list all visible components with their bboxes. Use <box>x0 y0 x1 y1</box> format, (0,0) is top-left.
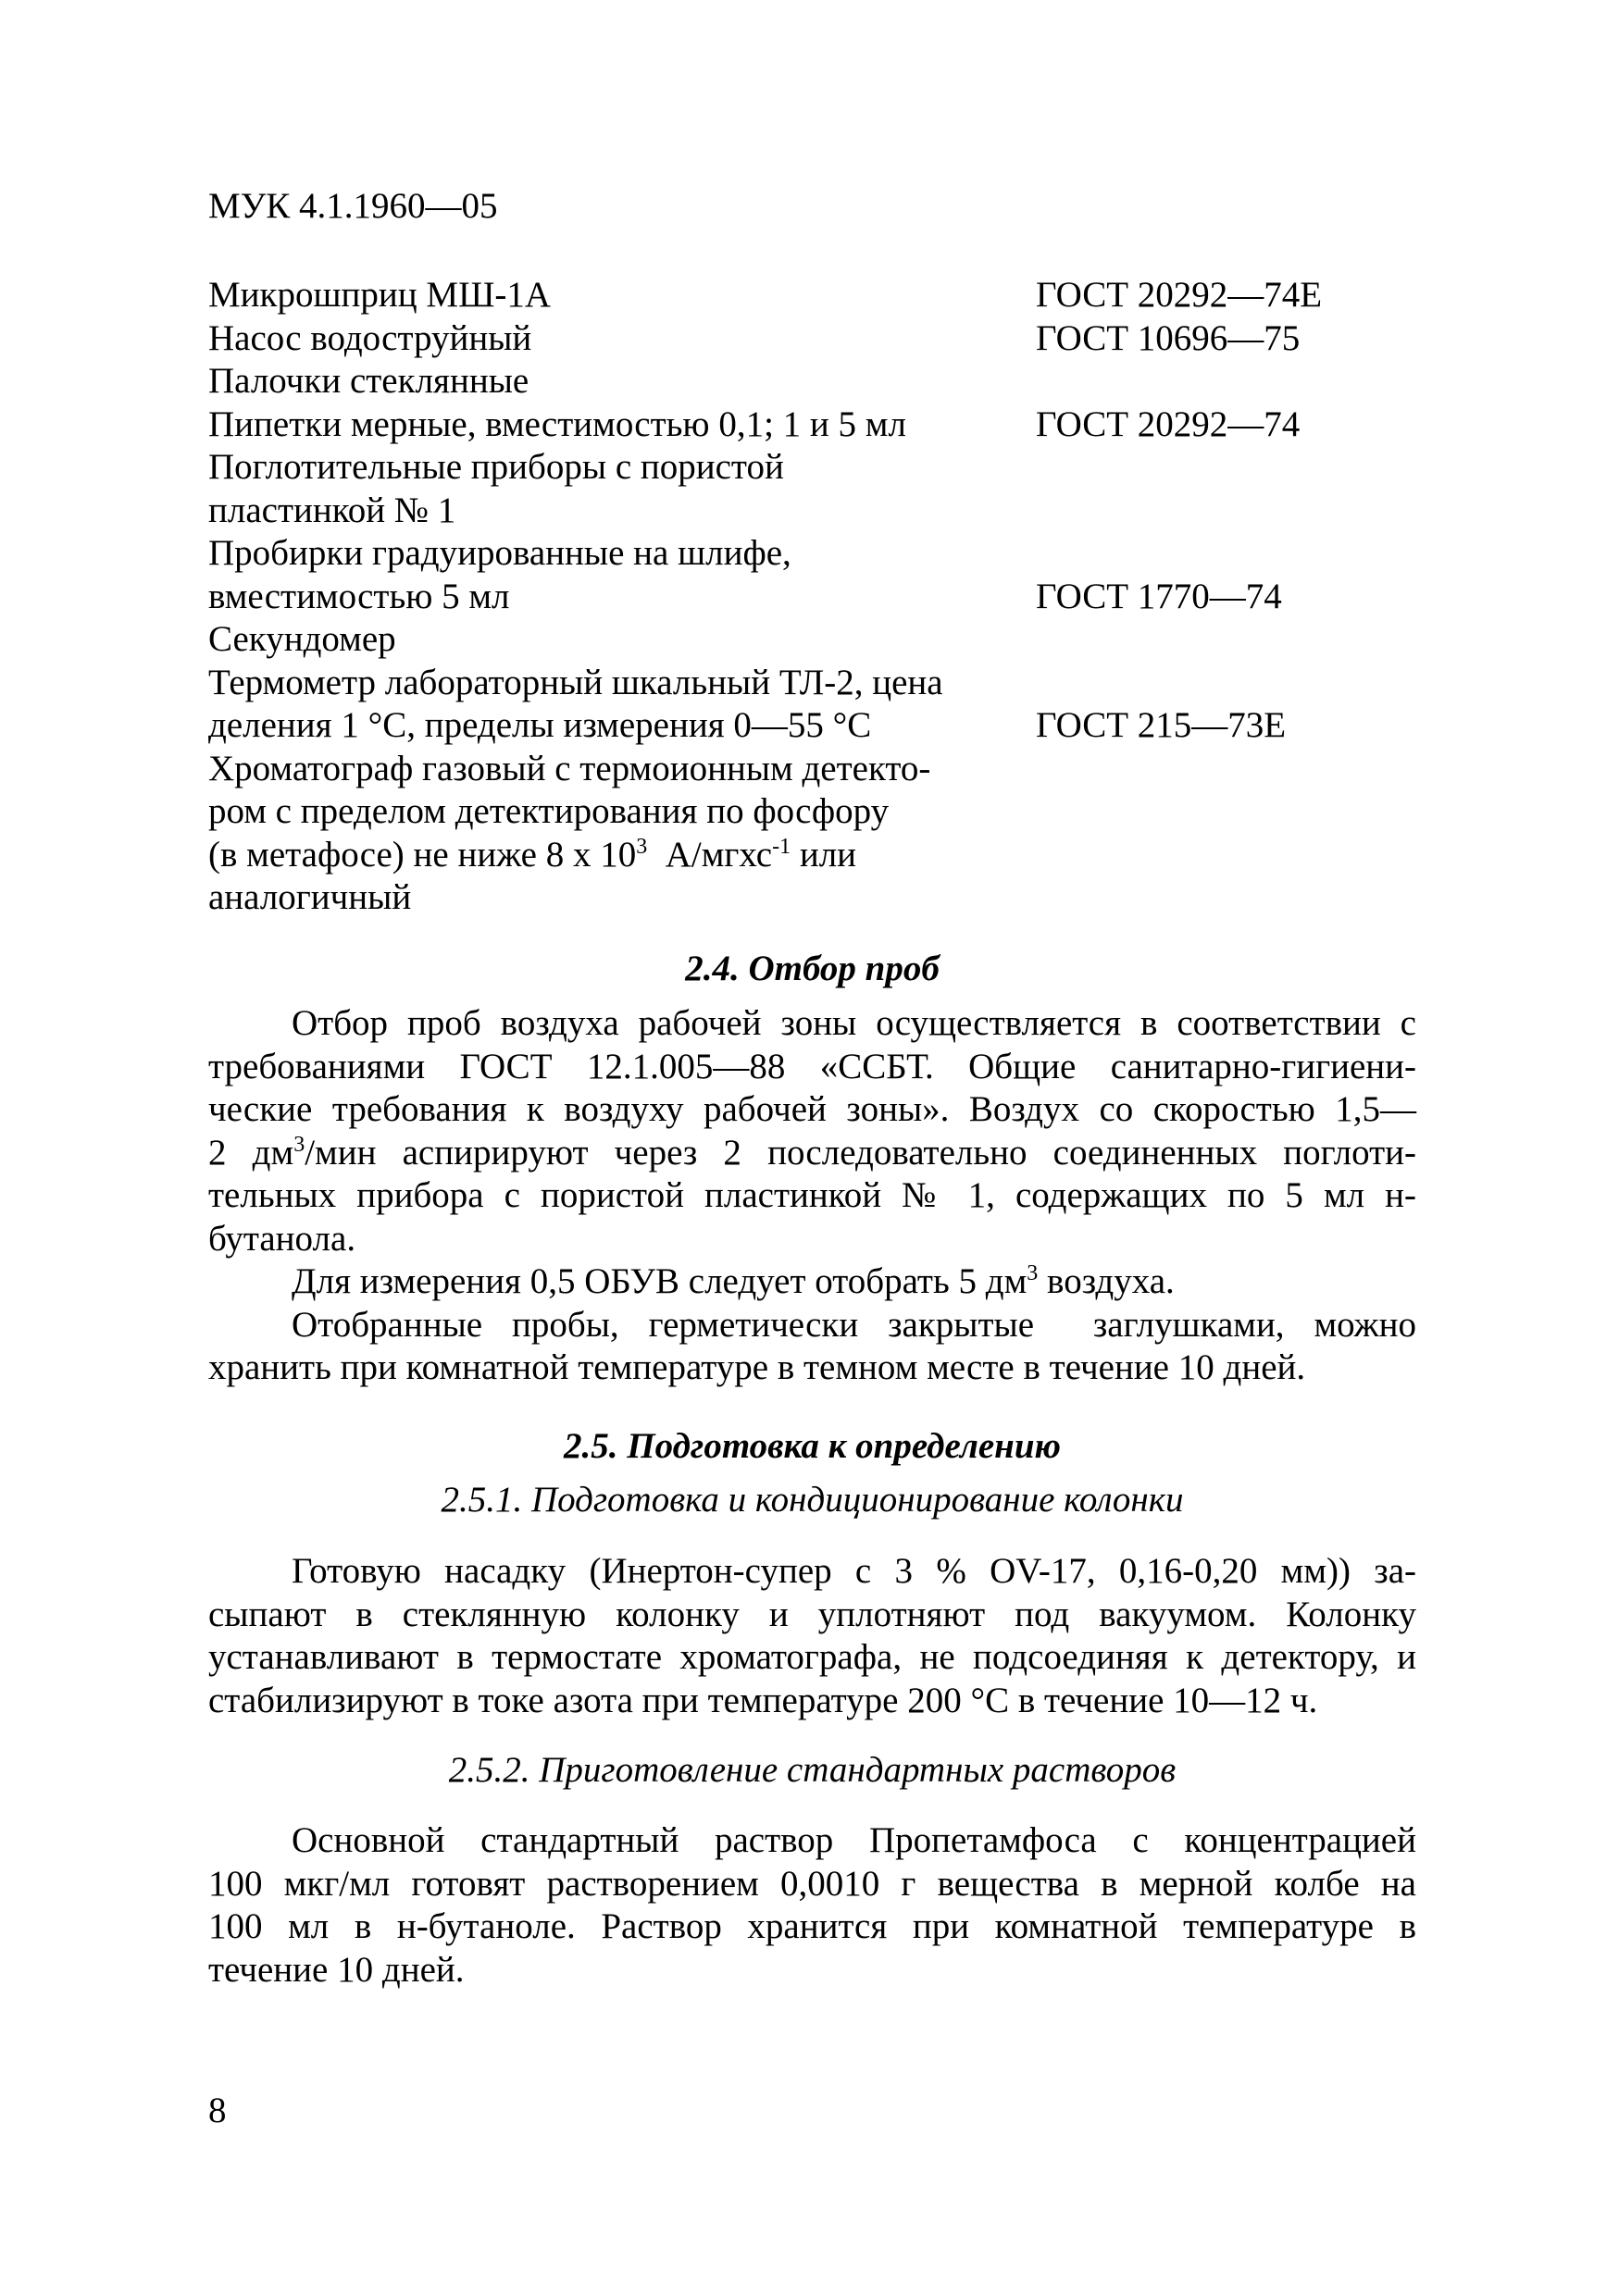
equipment-name-line: ром с пределом детектирования по фосфору <box>208 791 890 831</box>
equipment-list <box>208 274 1439 920</box>
equipment-name-line: Секундомер <box>208 619 396 659</box>
text-line: сыпают в стеклянную колонку и уплотняют под вакуумом. Колонку <box>208 1594 1416 1634</box>
equipment-name-line: Поглотительные приборы с пористой <box>208 447 784 487</box>
equipment-standard: ГОСТ 20292—74 <box>1036 403 1301 444</box>
equipment-item <box>208 662 1439 748</box>
text-line: ческие требования к воздуху рабочей зоны». Воздух со скоростью 1,5— <box>208 1089 1416 1129</box>
equipment-standard: ГОСТ 1770—74 <box>1036 576 1282 616</box>
text-line: 100 мкг/мл готовят растворением 0,0010 г вещества в мерной колбе на <box>208 1863 1416 1904</box>
text-line: Отбор проб воздуха рабочей зоны осуществляется в соответствии с <box>292 1003 1416 1043</box>
section-title-2-4: 2.4. Отбор проб <box>685 949 940 988</box>
equipment-item <box>208 274 1439 317</box>
paragraph-sampling <box>208 1002 1416 1390</box>
subsection-title-2-5-2: 2.5.2. Приготовление стандартных растворов <box>448 1750 1177 1790</box>
text-fragment: воздуха. <box>1038 1261 1175 1301</box>
document-header: МУК 4.1.1960—05 <box>208 186 498 226</box>
text-line: Основной стандартный раствор Пропетамфоса с концентрацией <box>292 1820 1416 1860</box>
equipment-item <box>208 748 1439 920</box>
equipment-name-line: Термометр лабораторный шкальный ТЛ-2, цена <box>208 662 943 702</box>
equipment-name-line: пластинкой № 1 <box>208 490 456 530</box>
equipment-standard: ГОСТ 10696—75 <box>1036 317 1301 358</box>
equipment-name-line: вместимостью 5 мл <box>208 576 510 616</box>
superscript: 3 <box>293 1132 305 1157</box>
equipment-tail-text: или <box>791 834 857 875</box>
equipment-standard: ГОСТ 215—73Е <box>1036 705 1287 745</box>
text-line: устанавливают в термостате хроматографа, не подсоединяя к детектору, и <box>208 1637 1416 1677</box>
equipment-item <box>208 618 1439 662</box>
equipment-name-line: аналогичный <box>208 877 412 917</box>
equipment-item <box>208 360 1439 403</box>
text-line: стабилизируют в токе азота при температуре 200 °С в течение 10—12 ч. <box>208 1680 1318 1720</box>
paragraph-standard-solutions <box>208 1819 1416 1992</box>
text-line: требованиями ГОСТ 12.1.005—88 «ССБТ. Общие санитарно-гигиени- <box>208 1046 1416 1086</box>
equipment-name-line: деления 1 °С, пределы измерения 0—55 °С <box>208 705 872 745</box>
equipment-name-line: Пробирки градуированные на шлифе, <box>208 533 791 573</box>
text-line: бутанола. <box>208 1218 356 1259</box>
equipment-standard: ГОСТ 20292—74Е <box>1036 275 1323 315</box>
equipment-item <box>208 317 1439 361</box>
subsection-title-2-5-1: 2.5.1. Подготовка и кондиционирование колонки <box>441 1480 1184 1520</box>
text-line: хранить при комнатной температуре в темном месте в течение 10 дней. <box>208 1347 1306 1387</box>
equipment-tail-text: А/мгхс <box>647 834 773 875</box>
paragraph-column-prep <box>208 1550 1416 1722</box>
text-fragment: 2 дм <box>208 1132 294 1173</box>
text-line: Готовую насадку (Инертон-супер с 3 % OV-17, 0,16-0,20 мм)) за- <box>292 1551 1416 1591</box>
equipment-item <box>208 532 1439 618</box>
equipment-item <box>208 446 1439 532</box>
equipment-tail-text: (в метафосе) не ниже 8 х 10 <box>208 834 637 875</box>
text-fragment: /мин аспирируют через 2 последовательно соединенных поглоти- <box>305 1132 1416 1173</box>
text-line <box>208 1132 1416 1175</box>
page-number: 8 <box>208 2091 227 2130</box>
text-line <box>208 1260 1416 1304</box>
superscript: 3 <box>1027 1261 1039 1285</box>
equipment-name-line: Палочки стеклянные <box>208 361 529 401</box>
text-line: течение 10 дней. <box>208 1949 465 1990</box>
equipment-item <box>208 403 1439 447</box>
text-line: тельных прибора с пористой пластинкой № 1, содержащих по 5 мл н- <box>208 1175 1416 1215</box>
superscript: 3 <box>636 834 648 859</box>
text-line: 100 мл в н-бутаноле. Раствор хранится при комнатной температуре в <box>208 1906 1416 1946</box>
equipment-name-line: Насос водоструйный <box>208 317 532 358</box>
equipment-name-line: Пипетки мерные, вместимостью 0,1; 1 и 5 мл <box>208 403 906 444</box>
equipment-name-line <box>208 834 1032 877</box>
equipment-name-line: Хроматограф газовый с термоионным детекто- <box>208 748 931 788</box>
text-fragment: Для измерения 0,5 ОБУВ следует отобрать 5 дм <box>292 1261 1027 1301</box>
section-title-2-5: 2.5. Подготовка к определению <box>564 1426 1061 1466</box>
text-line: Отобранные пробы, герметически закрытые заглушками, можно <box>292 1304 1416 1345</box>
superscript: -1 <box>772 834 791 859</box>
equipment-name-line: Микрошприц МШ-1А <box>208 275 552 315</box>
